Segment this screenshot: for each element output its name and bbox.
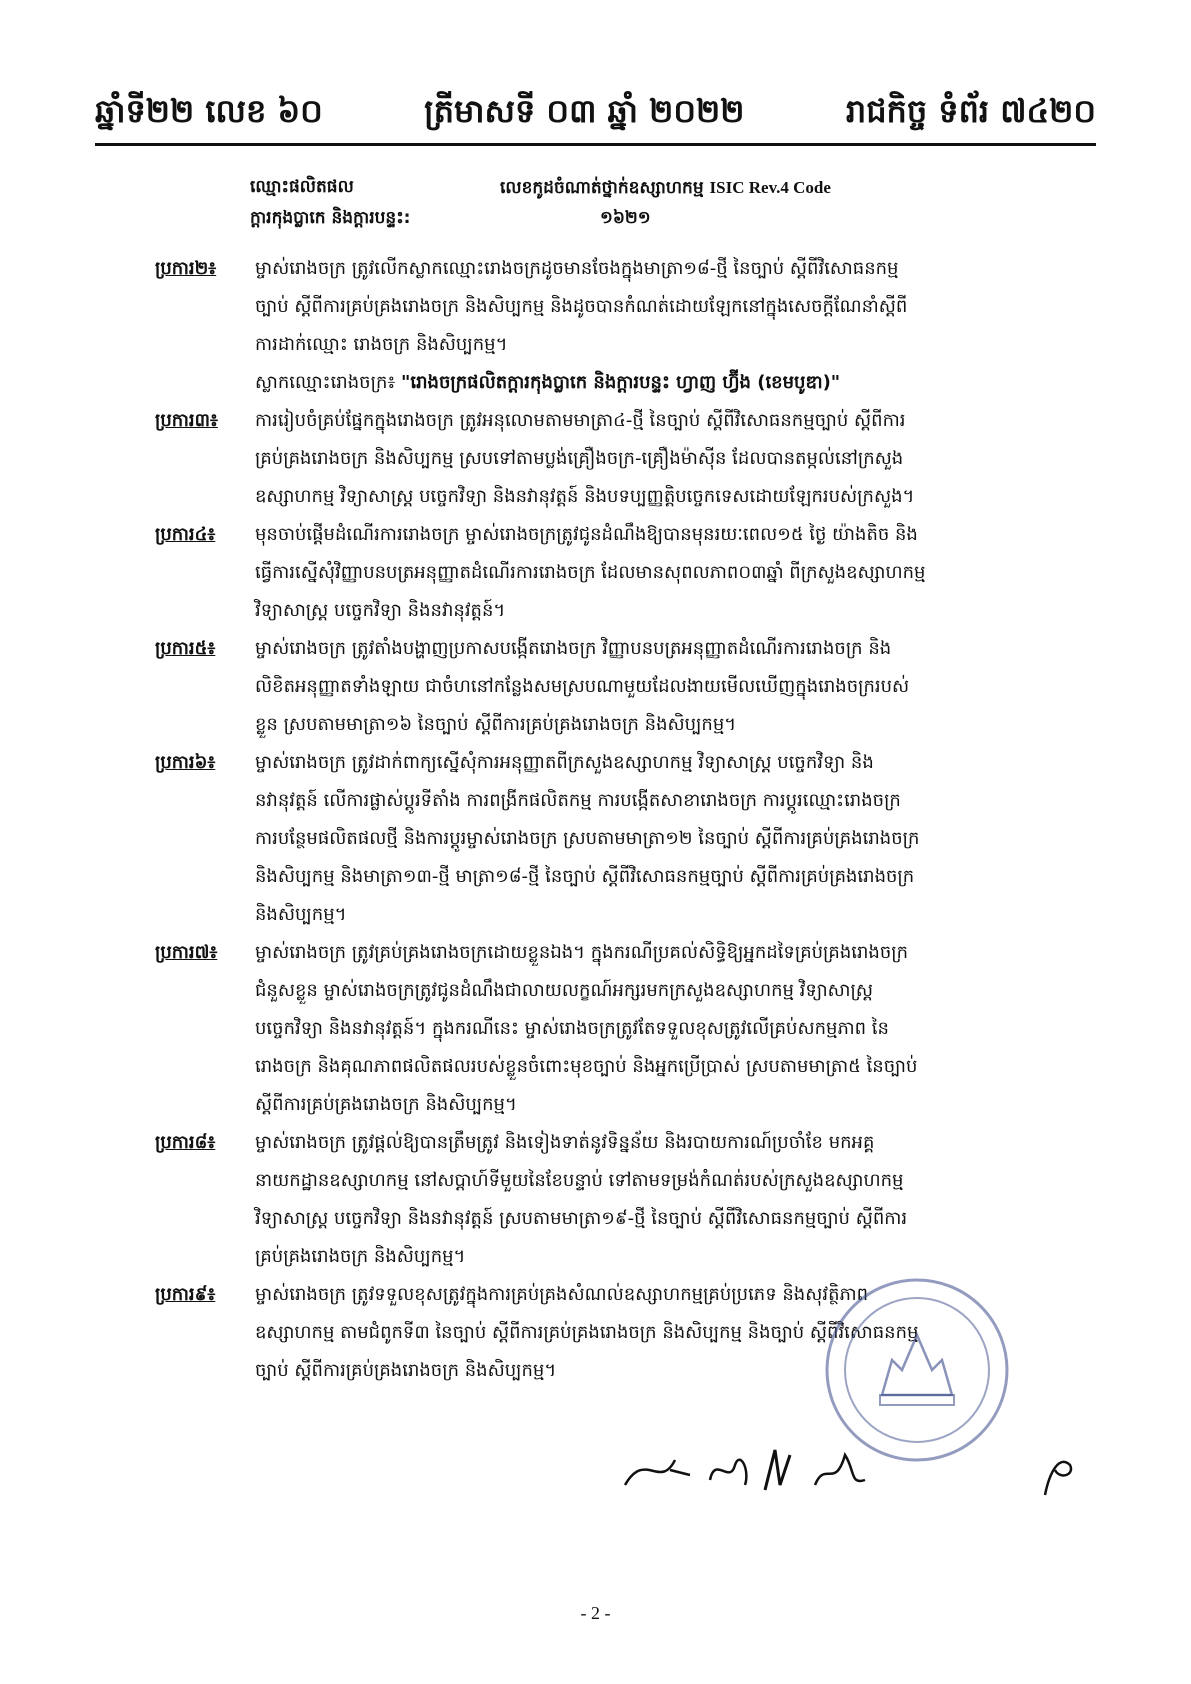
article-line: ម្ចាស់រោងចក្រ ត្រូវទទួលខុសត្រូវក្នុងការគ្រប់គ្រងសំណល់ឧស្សាហកម្មគ្រប់ប្រភេទ និងសុវត្ថិភាព (255, 1284, 869, 1305)
article-line: ខ្លួន ស្របតាមមាត្រា១៦ នៃច្បាប់ ស្ដីពីការគ្រប់គ្រងរោងចក្រ និងសិប្បកម្ម។ (255, 714, 737, 735)
article-5 (155, 630, 1085, 744)
article-line: ម្ចាស់រោងចក្រ ត្រូវគ្រប់គ្រងរោងចក្រដោយខ្លួនឯង។ ក្នុងករណីប្រគល់សិទ្ធិឱ្យអ្នកដទៃគ្រប់គ្រងរោងចក្រ (255, 942, 909, 963)
article-line: ជំនួសខ្លួន ម្ចាស់រោងចក្រត្រូវជូនដំណឹងជាលាយលក្ខណ៍អក្សរមកក្រសួងឧស្សាហកម្ម វិទ្យាសាស្ត្រ (255, 980, 873, 1001)
article-line: មុនចាប់ផ្ដើមដំណើរការរោងចក្រ ម្ចាស់រោងចក្រត្រូវជូនដំណឹងឱ្យបានមុនរយៈពេល១៥ ថ្ងៃ យ៉ាងតិច និង (255, 524, 918, 545)
official-seal (822, 1275, 1012, 1465)
article-6 (155, 744, 1085, 934)
article-label: ប្រការ៣៖ (155, 410, 218, 431)
gazette-header (95, 88, 1096, 138)
article-body (255, 250, 1085, 402)
article-body (255, 402, 1085, 516)
article-line: នវានុវត្តន៍ លើការផ្លាស់ប្ដូរទីតាំង ការពង្រីកផលិតកម្ម ការបង្កើតសាខារោងចក្រ ការប្ដូរឈ្មោះរោងចក្រ (255, 790, 901, 811)
article-body (255, 744, 1085, 934)
article-line: គ្រប់គ្រងរោងចក្រ និងសិប្បកម្ម។ (255, 1246, 466, 1267)
factory-sign-label: ស្លាកឈ្មោះរោងចក្រ៖ (255, 372, 396, 393)
article-label: ប្រការ៦៖ (155, 752, 216, 773)
article-body (255, 934, 1085, 1124)
article-3 (155, 402, 1085, 516)
article-line: ការបន្ថែមផលិតផលថ្មី និងការប្ដូរម្ចាស់រោងចក្រ ស្របតាមមាត្រា១២ នៃច្បាប់ ស្ដីពីការគ្រប់គ្រងរោងចក្រ (255, 828, 920, 849)
article-label: ប្រការ២៖ (155, 258, 217, 279)
article-line: រោងចក្រ និងគុណភាពផលិតផលរបស់ខ្លួនចំពោះមុខច្បាប់ និងអ្នកប្រើប្រាស់ ស្របតាមមាត្រា៥ នៃច្បាប់ (255, 1056, 918, 1077)
header-rule (95, 143, 1096, 146)
article-line: ការរៀបចំគ្រប់ផ្នែកក្នុងរោងចក្រ ត្រូវអនុលោមតាមមាត្រា៤-ថ្មី នៃច្បាប់ ស្ដីពីវិសោធនកម្មច្បាប់ ស្ដីពីការ (255, 410, 906, 431)
article-label: ប្រការ៨៖ (155, 1132, 216, 1153)
article-label: ប្រការ៧៖ (155, 942, 218, 963)
article-line: ម្ចាស់រោងចក្រ ត្រូវលើកស្លាកឈ្មោះរោងចក្រដូចមានចែងក្នុងមាត្រា១៨-ថ្មី នៃច្បាប់ ស្ដីពីវិសោធនកម្ម (255, 258, 899, 279)
isic-heading-latin: ISIC Rev.4 Code (709, 178, 831, 197)
article-line: ច្បាប់ ស្ដីពីការគ្រប់គ្រងរោងចក្រ និងសិប្បកម្ម និងដូចបានកំណត់ដោយឡែកនៅក្នុងសេចក្ដីណែនាំស្ដីពី (255, 296, 908, 317)
article-line: ធ្វើការស្នើសុំវិញ្ញាបនបត្រអនុញ្ញាតដំណើរការរោងចក្រ ដែលមានសុពលភាព០៣ឆ្នាំ ពីក្រសួងឧស្សាហកម្ម (255, 562, 926, 583)
article-body (255, 630, 1085, 744)
header-page-ref: រាជកិច្ច ទំព័រ ៧៤២០ (845, 92, 1096, 130)
article-2 (155, 250, 1085, 402)
article-line: ឧស្សាហកម្ម វិទ្យាសាស្ត្រ បច្ចេកវិទ្យា និងនវានុវត្តន៍ និងបទប្បញ្ញត្តិបច្ចេកទេសដោយឡែករបស់ក្រសួង។ (255, 486, 915, 507)
isic-code-value: ១៦២១ (600, 208, 651, 228)
isic-heading (500, 172, 831, 204)
factory-sign-name: "រោងចក្រផលិតក្ដារកុងប្លាកេ និងក្ដារបន្ទះ ហ្វាញ ហ្វ៊ីង (ខេមបូឌា)" (401, 372, 841, 393)
factory-sign-line (255, 364, 1085, 402)
article-label: ប្រការ៥៖ (155, 638, 216, 659)
product-name-value: ក្ដារកុងប្លាកេ និងក្ដារបន្ទះ: (250, 208, 411, 228)
article-label: ប្រការ៤៖ (155, 524, 216, 545)
article-line: និងសិប្បកម្ម និងមាត្រា១៣-ថ្មី មាត្រា១៨-ថ្មី នៃច្បាប់ ស្ដីពីវិសោធនកម្មច្បាប់ ស្ដីពីការគ្រប់គ្រងរោងចក្រ (255, 866, 915, 887)
signatures (615, 1440, 1095, 1500)
isic-heading-khmer: លេខកូដចំណាត់ថ្នាក់ឧស្សាហកម្ម (500, 178, 704, 198)
article-line: ស្ដីពីការគ្រប់គ្រងរោងចក្រ និងសិប្បកម្ម។ (255, 1094, 517, 1115)
page-number: - 2 - (580, 1603, 611, 1623)
article-8 (155, 1124, 1085, 1276)
article-line: ច្បាប់ ស្ដីពីការគ្រប់គ្រងរោងចក្រ និងសិប្បកម្ម។ (255, 1360, 557, 1381)
article-line: និងសិប្បកម្ម។ (255, 904, 347, 925)
article-4 (155, 516, 1085, 630)
article-line: គ្រប់គ្រងរោងចក្រ និងសិប្បកម្ម ស្របទៅតាមប្លង់គ្រឿងចក្រ-គ្រឿងម៉ាស៊ីន ដែលបានតម្កល់នៅក្រសួង (255, 448, 904, 469)
article-line: ម្ចាស់រោងចក្រ ត្រូវដាក់ពាក្យស្នើសុំការអនុញ្ញាតពីក្រសួងឧស្សាហកម្ម វិទ្យាសាស្ត្រ បច្ចេកវិទ្យា និង (255, 752, 874, 773)
article-line: ការដាក់ឈ្មោះ រោងចក្រ និងសិប្បកម្ម។ (255, 334, 508, 355)
article-line: នាយកដ្ឋានឧស្សាហកម្ម នៅសប្ដាហ៍ទីមួយនៃខែបន្ទាប់ ទៅតាមទម្រង់កំណត់របស់ក្រសួងឧស្សាហកម្ម (255, 1170, 904, 1191)
article-line: វិទ្យាសាស្ត្រ បច្ចេកវិទ្យា និងនវានុវត្តន៍ ស្របតាមមាត្រា១៩-ថ្មី នៃច្បាប់ ស្ដីពីវិសោធនកម្មច្បាប់ ស្ដីពីការ (255, 1208, 908, 1229)
article-line: ម្ចាស់រោងចក្រ ត្រូវផ្ដល់ឱ្យបានត្រឹមត្រូវ និងទៀងទាត់នូវទិន្នន័យ និងរបាយការណ៍ប្រចាំខែ មកអគ្គ (255, 1132, 875, 1153)
article-line: បច្ចេកវិទ្យា និងនវានុវត្តន៍។ ក្នុងករណីនេះ ម្ចាស់រោងចក្រត្រូវតែទទួលខុសត្រូវលើគ្រប់សកម្មភាព នៃ (255, 1018, 889, 1039)
article-7 (155, 934, 1085, 1124)
product-name-heading: ឈ្មោះផលិតផល (250, 177, 354, 197)
article-body (255, 516, 1085, 630)
articles-list (155, 250, 1085, 1390)
article-label: ប្រការ៩៖ (155, 1284, 216, 1305)
article-line: ម្ចាស់រោងចក្រ ត្រូវតាំងបង្ហាញប្រកាសបង្កើតរោងចក្រ វិញ្ញាបនបត្រអនុញ្ញាតដំណើរការរោងចក្រ និង (255, 638, 892, 659)
article-line: ឧស្សាហកម្ម តាមជំពូកទី៣ នៃច្បាប់ ស្ដីពីការគ្រប់គ្រងរោងចក្រ និងសិប្បកម្ម និងច្បាប់ ស្ដីពីវិសោធនកម្ម (255, 1322, 919, 1343)
article-line: លិខិតអនុញ្ញាតទាំងឡាយ ជាចំហនៅកន្លែងសមស្របណាមួយដែលងាយមើលឃើញក្នុងរោងចក្ររបស់ (255, 676, 910, 697)
article-body (255, 1124, 1085, 1276)
header-quarter: ត្រីមាសទី ០៣ ឆ្នាំ ២០២២ (424, 92, 745, 130)
product-table (250, 172, 1010, 234)
header-year-issue: ឆ្នាំទី២២ លេខ ៦០ (95, 92, 323, 130)
article-line: វិទ្យាសាស្ត្រ បច្ចេកវិទ្យា និងនវានុវត្តន៍។ (255, 600, 506, 621)
